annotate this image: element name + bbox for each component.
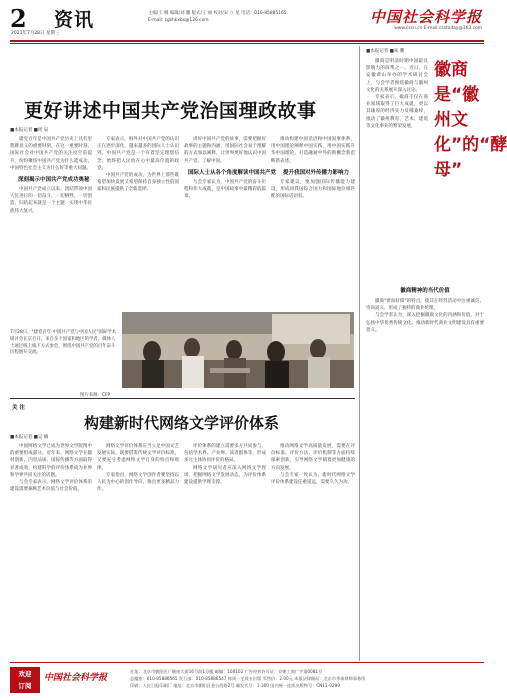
newspaper-url: www.cssn.cn E-mail:csstoday@163.com [394, 26, 482, 31]
column-divider [359, 46, 360, 661]
article1-col3: 讲好中国共产党的故事，需要把握好故事的主题和内涵，用国际社会易于理解的方式加以阐释，让世界更好地认识中国共产党、了解中国。 国际人士从各个角度解读中国共产党 与会专家认为，中国共产党的奋斗历程和伟大成就，是中国故事中最精彩的篇章。 [184, 137, 277, 200]
sidebar-col-bottom: 徽商精神的当代价值 徽商"贾而好儒"的特点，使其在经营活动中注重诚信、崇尚道义，形成了独特的商业伦理。 与会学者认为，深入挖掘徽商文化的内涵和价值，对于弘扬中华优秀传统文化、推动新时代商业文明建设具有重要意义。 [366, 288, 484, 333]
article1-subhead1: 深刻揭示中国共产党成功奥秘 [18, 177, 90, 184]
newspaper-logo: 中国社会科学报 [369, 8, 482, 26]
article2-headline: 构建新时代网络文学评价体系 [84, 414, 280, 432]
article2-col4: 推动网络文学高质量发展，需要在评价标准、评价方法、评价机制等方面持续探索创新，引导网络文学朝着更加健康的方向发展。 与会专家一致认为，新时代网络文学评价体系建设任重道远，需要久久为功。 [271, 444, 355, 486]
photo-caption: 7月28日，"建党百年·中国共产党与中国人民"国际学术研讨会在京召开。来自多个国家和地区的学者、媒体人士通过线上线下方式参会，围绕中国共产党的百年奋斗历程展开交流。 [10, 330, 117, 356]
news-photo [122, 312, 354, 388]
masthead-rule-thin [10, 43, 484, 44]
article1-subhead2: 国际人士从各个角度解读中国共产党 [188, 169, 277, 176]
photo-credit: 图片来源：CFP [80, 393, 111, 398]
main-headline: 更好讲述中国共产党治国理政故事 [24, 100, 317, 122]
masthead [10, 4, 484, 40]
conference-photo-illustration [122, 312, 354, 388]
article1-byline: ■本报记者 ■周 辰 [10, 128, 49, 133]
issue-date: 2021年7月28日 星期三 [11, 31, 60, 36]
article2-col3: 评价体系的建立需要多方共同参与，包括学术界、产业界、读者群体等，形成多元主体协同评价的格局。 网络文学研究者应深入网络文学现场，把握网络文学发展动态，为评价体系建设提供学理支撑。 [184, 444, 266, 486]
footer-newspaper-name: 中国社会科学报 [44, 673, 108, 683]
article1-col1: 建党百年是中国共产党历史上具有里程碑意义的重要时刻。在这一重要时刻，国际社会对中国共产党的关注度空前提升，纷纷聚焦中国共产党为什么能成功、中国特色社会主义为什么好等重大问题。 深刻揭示中国共产党成功奥秘 中国共产党成立以来，团结带领中国人民进行的一切奋斗、一切牺牲、一切创造，归结起来就是一个主题：实现中华民族伟大复兴。 [10, 137, 92, 214]
article2-col2: 网络文学评价体系应当立足中国文艺发展实际，既要借鉴传统文学评价标准，又要充分考虑网络文学自身的特点和规律。 专家指出，网络文学创作者要坚持以人民为中心的创作导向，推出更多精品力作。 [97, 444, 179, 493]
editor-info: 主编/王 娜 编辑/刘 鹏 版式/王 丽 校对/宋 立 星 电话：010-85885165 E-mail: zgshkxbs@126.com [148, 11, 287, 23]
sidebar-subhead: 徽商精神的当代价值 [400, 288, 450, 294]
sidebar-byline: ■本报记者 ■朱 鹏 [366, 49, 405, 54]
article2-byline: ■本报记者 ■吴 楠 [10, 435, 49, 440]
page-number: 2 [10, 4, 27, 33]
section-divider [10, 398, 355, 399]
masthead-rule [10, 40, 484, 42]
article1-col4: 推动构建中国话语和中国叙事体系，用中国理论阐释中国实践，用中国实践升华中国理论，打造融通中外的新概念新范畴新表述。 提升我国对外传播力影响力 专家建议，要加强国际传播能力建设，形成同我国综合国力和国际地位相匹配的国际话语权。 [271, 137, 355, 200]
sidebar-col-top: 徽商是明清时期中国最具影响力的商帮之一。近日，在安徽黄山举办的学术研讨会上，与会学者围绕徽商与徽州文化的关系展开深入讨论。 专家表示，徽商不仅在商业领域取得了巨大成就，更以其雄厚的经济实力反哺桑梓，推动了徽州教育、艺术、建筑等文化事业的繁荣发展。 [366, 59, 428, 129]
article1-col2: 专家表示，海外对中国共产党的认识正在逐步深化。越来越多的国际人士认识到，中国共产党是一个有着坚定理想信念、始终把人民放在心中最高位置的政党。 中国共产党的成功，为世界上那些既希望加快发展又希望保持自身独立性的国家和民族提供了全新选择。 [97, 137, 179, 193]
section-title: 资讯 [54, 9, 95, 31]
article1-subhead3: 提升我国对外传播力影响力 [283, 169, 350, 176]
subscribe-badge: 欢迎 订阅 [10, 667, 40, 693]
focus-column-tag: 关 注 [12, 405, 25, 411]
footer-rule [10, 662, 484, 663]
footer-publication-info: 社址：北京市朝阳区广顺南大街16号院1号楼 邮编：100102 广告经营许可证：京朝工商广字第0081号 总编室：010-85886565 发行部：010-85886547 每周一至周五出版 零售价：2.00元 本报法律顾问：北京市华泰律师事务所 印刷：人民日报印刷厂 地址：北京市朝阳区金台西路2号 邮发代号：1-300 国内统一连续出版物号：CN11-0299 [130, 669, 366, 688]
sidebar-headline: 徽商是“徽州文化”的“酵母” [434, 60, 507, 180]
article2-col1: 中国网络文学已成为世界文学版图中的重要组成部分。近年来，网络文学在题材创新、内容品质、国际传播等方面取得显著成效，构建科学的评价体系成为业界和学界共同关注的话题。 与会专家表示，网络文学评价体系的建设需要兼顾艺术价值与社会价值。 [10, 444, 92, 493]
